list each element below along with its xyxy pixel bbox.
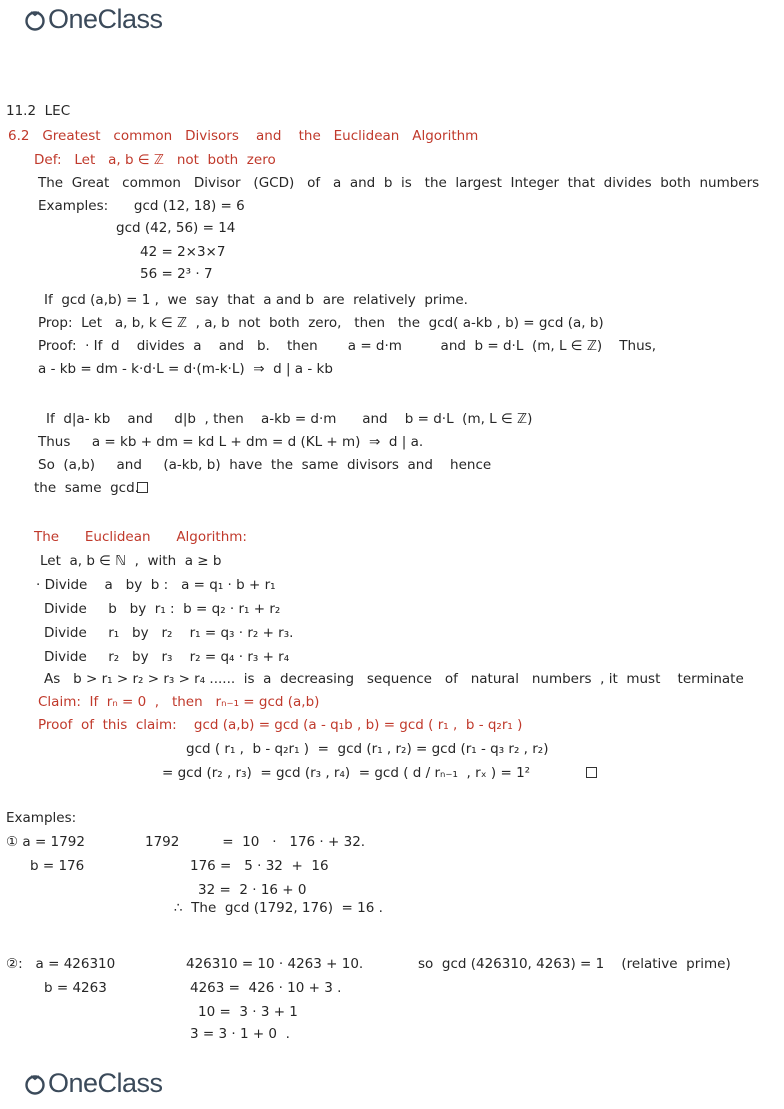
qed-box-icon <box>137 482 148 493</box>
note-line: Thus a = kb + dm = kd L + dm = d (KL + m) ⇒ d | a. <box>38 434 424 450</box>
brand-name: OneClass <box>48 1068 163 1098</box>
note-line: If gcd (a,b) = 1 , we say that a and b are relatively prime. <box>44 292 468 308</box>
note-line: so gcd (426310, 4263) = 1 (relative prime) <box>418 956 731 972</box>
note-line: 426310 = 10 · 4263 + 10. <box>186 956 364 972</box>
note-line: 176 = 5 · 32 + 16 <box>190 858 329 874</box>
note-line: Examples: gcd (12, 18) = 6 <box>38 198 245 214</box>
note-line: The Euclidean Algorithm: <box>34 529 247 545</box>
note-line: 11.2 LEC <box>6 103 71 119</box>
note-line: gcd ( r₁ , b - q₂r₁ ) = gcd (r₁ , r₂) = gcd (r₁ - q₃ r₂ , r₂) <box>186 741 549 757</box>
note-line: 32 = 2 · 16 + 0 <box>198 882 307 898</box>
note-line: 6.2 Greatest common Divisors and the Euclidean Algorithm <box>8 128 479 144</box>
note-line: = gcd (r₂ , r₃) = gcd (r₃ , r₄) = gcd ( d / rₙ₋₁ , rₓ ) = 1² <box>162 765 531 781</box>
note-line: Divide r₁ by r₂ r₁ = q₃ · r₂ + r₃. <box>44 625 294 641</box>
note-line: 56 = 2³ · 7 <box>140 266 213 282</box>
note-line: Divide b by r₁ : b = q₂ · r₁ + r₂ <box>44 601 281 617</box>
note-line: 10 = 3 · 3 + 1 <box>198 1004 298 1020</box>
note-line: So (a,b) and (a-kb, b) have the same divisors and hence <box>38 457 492 473</box>
note-line: b = 4263 <box>44 980 107 996</box>
note-line: Divide r₂ by r₃ r₂ = q₄ · r₃ + r₄ <box>44 649 290 665</box>
note-line: gcd (42, 56) = 14 <box>116 220 236 236</box>
note-line: As b > r₁ > r₂ > r₃ > r₄ ...... is a decreasing sequence of natural numbers , it must terminate <box>44 671 744 687</box>
note-line: ∴ The gcd (1792, 176) = 16 . <box>174 900 383 916</box>
note-line: ① a = 1792 1792 = 10 · 176 · + 32. <box>6 834 366 850</box>
note-line: Proof: · If d divides a and b. then a = d·m and b = d·L (m, L ∈ ℤ) Thus, <box>38 338 656 354</box>
note-line: 42 = 2×3×7 <box>140 244 226 260</box>
note-line: b = 176 <box>30 858 85 874</box>
note-line: Examples: <box>6 810 77 826</box>
note-line: Proof of this claim: gcd (a,b) = gcd (a - q₁b , b) = gcd ( r₁ , b - q₂r₁ ) <box>38 717 523 733</box>
brand-name: OneClass <box>48 4 163 34</box>
qed-box-icon <box>586 767 597 778</box>
note-line: Claim: If rₙ = 0 , then rₙ₋₁ = gcd (a,b) <box>38 694 320 710</box>
oneclass-logo-bottom <box>24 1068 163 1099</box>
note-line: Prop: Let a, b, k ∈ ℤ , a, b not both zero, then the gcd( a-kb , b) = gcd (a, b) <box>38 315 604 331</box>
note-line: If d|a- kb and d|b , then a-kb = d·m and b = d·L (m, L ∈ ℤ) <box>46 411 533 427</box>
note-line: · Divide a by b : a = q₁ · b + r₁ <box>36 577 276 593</box>
note-line: ②: a = 426310 <box>6 956 116 972</box>
note-line: The Great common Divisor (GCD) of a and b is the largest Integer that divides both numbers <box>38 175 760 191</box>
note-line: Def: Let a, b ∈ ℤ not both zero <box>34 152 276 168</box>
note-line: the same gcd. <box>34 480 139 496</box>
note-line: 3 = 3 · 1 + 0 . <box>190 1026 290 1042</box>
note-line: Let a, b ∈ ℕ , with a ≥ b <box>40 553 222 569</box>
oneclass-logo-icon <box>24 1073 46 1095</box>
note-line: 4263 = 426 · 10 + 3 . <box>190 980 342 996</box>
note-line: a - kb = dm - k·d·L = d·(m-k·L) ⇒ d | a - kb <box>38 361 333 377</box>
